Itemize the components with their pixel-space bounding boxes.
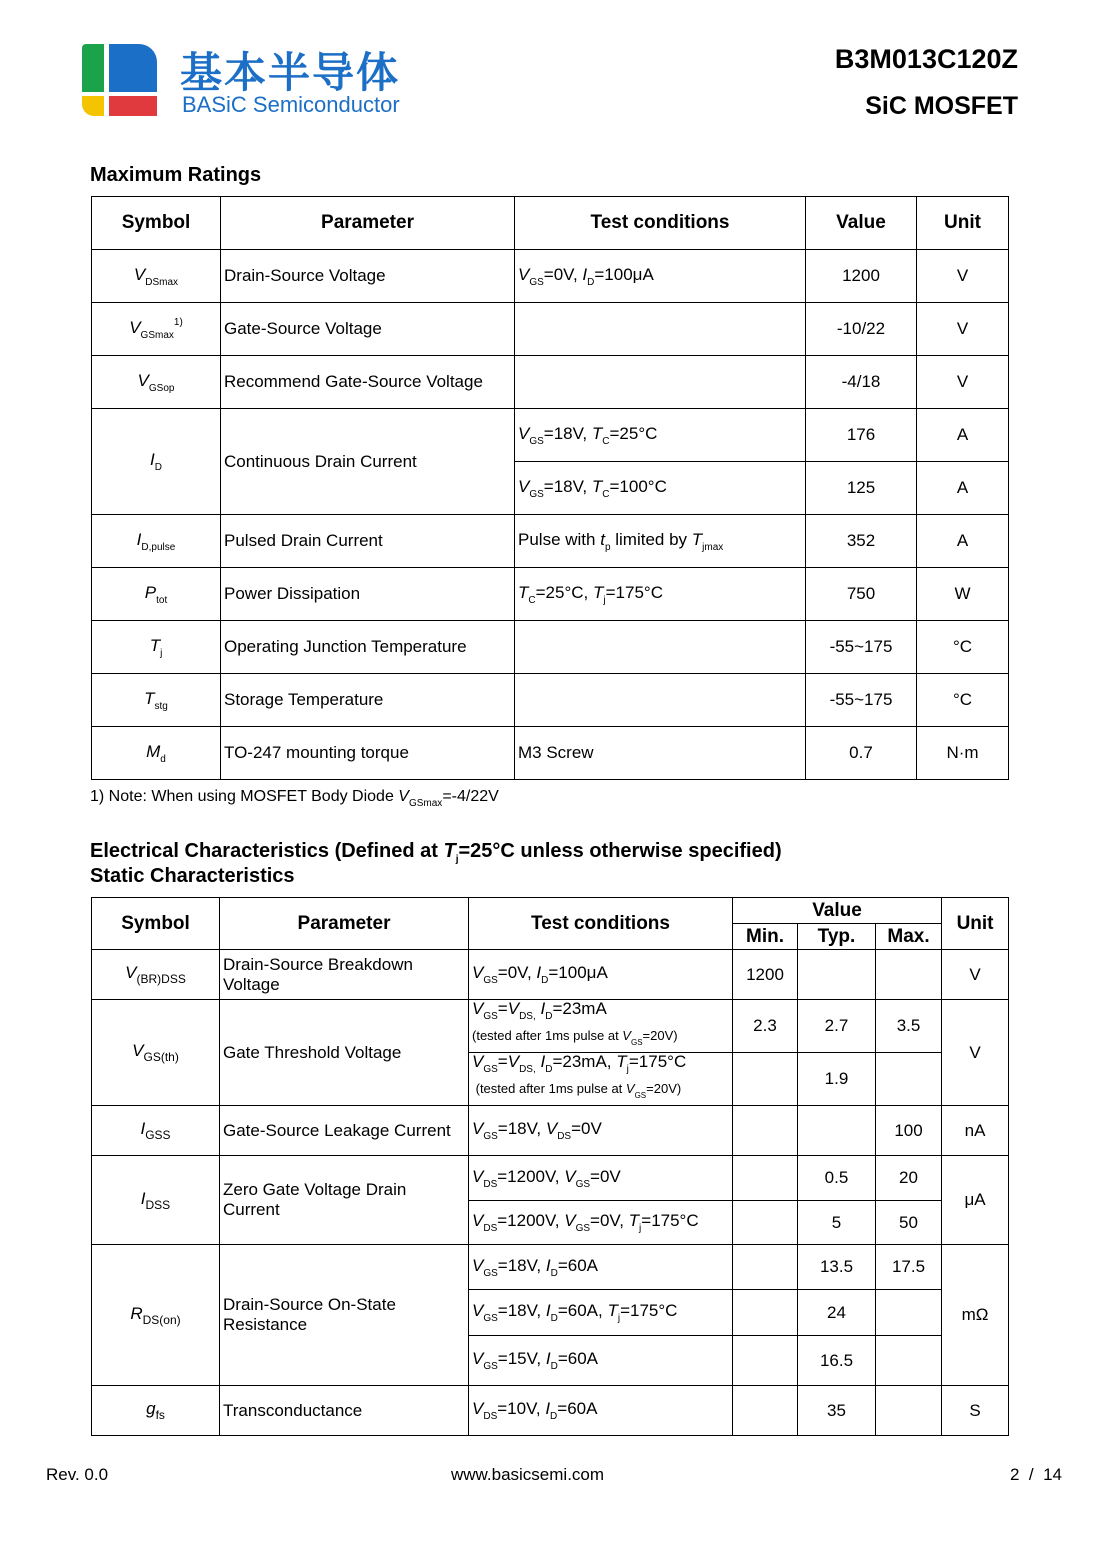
symbol: $V_{(BR)DSS}$ (92, 950, 220, 1000)
logo-green-block (82, 44, 104, 92)
max (876, 1386, 942, 1436)
test-condition: $V_{GS}=18V$, $V_{DS}=0V$ (469, 1106, 733, 1156)
symbol: $T_{stg}$ (92, 674, 221, 727)
page-number: 2 / 14 (1010, 1465, 1062, 1484)
header-typ: Typ. (798, 924, 876, 950)
symbol: $M_d$ (92, 727, 221, 780)
typ: 24 (798, 1290, 876, 1336)
table-row (92, 727, 1009, 780)
unit: nA (942, 1106, 1009, 1156)
min (733, 1386, 798, 1436)
parameter: Drain-Source Breakdown Voltage (220, 950, 469, 1000)
symbol: $g_{fs}$ (92, 1386, 220, 1436)
symbol: $I_D$ (92, 409, 221, 515)
value: -10/22 (806, 303, 917, 356)
max: 100 (876, 1106, 942, 1156)
min: 2.3 (733, 1000, 798, 1053)
header-min: Min. (733, 924, 798, 950)
max: 20 (876, 1156, 942, 1201)
symbol: $V_{GS(th)}$ (92, 1000, 220, 1106)
header-value: Value (733, 898, 942, 924)
max: 17.5 (876, 1245, 942, 1290)
elec-title-text: Electrical Characteristics (Defined at (90, 840, 438, 862)
test-condition: $V_{GS}=18V$, $T_C=25^\circ C$ (515, 409, 806, 462)
max (876, 950, 942, 1000)
static-characteristics-title: Static Characteristics (90, 865, 295, 887)
test-condition (515, 303, 806, 356)
value: -55~175 (806, 621, 917, 674)
typ: 1.9 (798, 1053, 876, 1106)
min (733, 1106, 798, 1156)
parameter: Transconductance (220, 1386, 469, 1436)
table-row (92, 568, 1009, 621)
typ (798, 1106, 876, 1156)
unit: N·m (917, 727, 1009, 780)
typ: 13.5 (798, 1245, 876, 1290)
brand-chinese-name: 基本半导体 (180, 48, 401, 97)
unit: V (917, 250, 1009, 303)
unit: A (917, 515, 1009, 568)
table-header-row (92, 197, 1009, 250)
revision: Rev. 0.0 (46, 1465, 109, 1484)
static-characteristics-table (91, 897, 1009, 1436)
table-row (92, 1245, 1009, 1290)
max-ratings-title: Maximum Ratings (90, 164, 262, 186)
min (733, 1245, 798, 1290)
parameter: Recommend Gate-Source Voltage (221, 356, 515, 409)
test-condition: $V_{GS}=18V$, $T_C=100^\circ C$ (515, 462, 806, 515)
min (733, 1053, 798, 1106)
table-row (92, 356, 1009, 409)
part-number: B3M013C120Z (834, 44, 1018, 74)
elec-title-end: =25°C unless otherwise specified) (458, 840, 782, 862)
typ: 16.5 (798, 1336, 876, 1386)
header-parameter: Parameter (221, 197, 515, 250)
test-condition: $V_{GS}=18V$, $I_D=60A$, $T_j=175^\circ C$ (469, 1290, 733, 1336)
parameter: Zero Gate Voltage Drain Current (220, 1156, 469, 1245)
table-row (92, 409, 1009, 462)
value: 125 (806, 462, 917, 515)
max: 3.5 (876, 1000, 942, 1053)
footnote: 1) Note: When using MOSFET Body Diode $V_{GSmax}=-4/22V$ (90, 788, 499, 809)
website-link[interactable]: www.basicsemi.com (451, 1465, 605, 1484)
symbol: $V_{DSmax}$ (92, 250, 221, 303)
test-condition: $V_{DS}=1200V$, $V_{GS}=0V$, $T_j=175^\circ C$ (469, 1201, 733, 1245)
symbol: $T_j$ (92, 621, 221, 674)
header-unit: Unit (942, 898, 1009, 950)
min (733, 1156, 798, 1201)
value: 0.7 (806, 727, 917, 780)
test-condition: $V_{GS}=0V$, $I_D=100\mu A$ (515, 250, 806, 303)
parameter: Operating Junction Temperature (221, 621, 515, 674)
unit: V (942, 950, 1009, 1000)
parameter: Drain-Source On-State Resistance (220, 1245, 469, 1386)
unit: W (917, 568, 1009, 621)
value: -55~175 (806, 674, 917, 727)
parameter: Gate-Source Voltage (221, 303, 515, 356)
table-row (92, 621, 1009, 674)
header-symbol: Symbol (92, 898, 220, 950)
min: 1200 (733, 950, 798, 1000)
header-value: Value (806, 197, 917, 250)
unit: V (917, 356, 1009, 409)
unit: μA (942, 1156, 1009, 1245)
test-condition: $V_{GS}=0V$, $I_D=100\mu A$ (469, 950, 733, 1000)
max (876, 1290, 942, 1336)
test-condition: $V_{DS}=1200V$, $V_{GS}=0V$ (469, 1156, 733, 1201)
unit: V (917, 303, 1009, 356)
table-row (92, 950, 1009, 1000)
table-row (92, 250, 1009, 303)
table-header-row (92, 898, 1009, 924)
header-test-conditions: Test conditions (515, 197, 806, 250)
unit: A (917, 409, 1009, 462)
typ: 0.5 (798, 1156, 876, 1201)
typ: 35 (798, 1386, 876, 1436)
parameter: Power Dissipation (221, 568, 515, 621)
table-row (92, 1386, 1009, 1436)
symbol: $I_{GSS}$ (92, 1106, 220, 1156)
header-max: Max. (876, 924, 942, 950)
max: 50 (876, 1201, 942, 1245)
header-parameter: Parameter (220, 898, 469, 950)
table-row (92, 303, 1009, 356)
max (876, 1053, 942, 1106)
parameter: Drain-Source Voltage (221, 250, 515, 303)
table-row (92, 1106, 1009, 1156)
table-row (92, 674, 1009, 727)
logo-yellow-block (82, 96, 104, 116)
table-row (92, 1156, 1009, 1201)
symbol: $I_{D,pulse}$ (92, 515, 221, 568)
min (733, 1290, 798, 1336)
unit: °C (917, 621, 1009, 674)
footnote-text: 1) Note: When using MOSFET Body Diode (90, 788, 394, 805)
value: 750 (806, 568, 917, 621)
table-row (92, 515, 1009, 568)
table-row (92, 1000, 1009, 1053)
logo-red-block (109, 96, 157, 116)
typ: 5 (798, 1201, 876, 1245)
test-condition: $V_{GS}=15V$, $I_D=60A$ (469, 1336, 733, 1386)
test-condition (515, 356, 806, 409)
test-condition (515, 621, 806, 674)
device-type: SiC MOSFET (865, 92, 1018, 120)
header-test-conditions: Test conditions (469, 898, 733, 950)
parameter: Pulsed Drain Current (221, 515, 515, 568)
min (733, 1336, 798, 1386)
test-condition: Pulse with $t_p$ limited by $T_{jmax}$ (515, 515, 806, 568)
symbol: $V_{GSop}$ (92, 356, 221, 409)
max-ratings-table (91, 196, 1009, 780)
value: 352 (806, 515, 917, 568)
symbol: $V_{GSmax}^{1)}$ (92, 303, 221, 356)
symbol: $I_{DSS}$ (92, 1156, 220, 1245)
test-condition: $T_C=25^\circ C$, $T_j=175^\circ C$ (515, 568, 806, 621)
unit: S (942, 1386, 1009, 1436)
typ (798, 950, 876, 1000)
test-condition: $V_{GS}=V_{DS,}$ $I_D=23mA$, $T_j=175^\circ C$ (tested after 1ms pulse at $V_{GS}=20V$) (469, 1053, 733, 1106)
unit: °C (917, 674, 1009, 727)
symbol: $P_{tot}$ (92, 568, 221, 621)
test-condition: $V_{GS}=18V$, $I_D=60A$ (469, 1245, 733, 1290)
parameter: Continuous Drain Current (221, 409, 515, 515)
value: 176 (806, 409, 917, 462)
unit: mΩ (942, 1245, 1009, 1386)
logo-blue-block (109, 44, 157, 92)
brand-english-name: BASiC Semiconductor (182, 92, 400, 117)
parameter: TO-247 mounting torque (221, 727, 515, 780)
max (876, 1336, 942, 1386)
typ: 2.7 (798, 1000, 876, 1053)
value: 1200 (806, 250, 917, 303)
test-condition: $V_{GS}=V_{DS,}$ $I_D=23mA$ (tested after 1ms pulse at $V_{GS}=20V$) (469, 1000, 733, 1053)
symbol: $R_{DS(on)}$ (92, 1245, 220, 1386)
test-condition: $V_{DS}=10V$, $I_D=60A$ (469, 1386, 733, 1436)
min (733, 1201, 798, 1245)
header-unit: Unit (917, 197, 1009, 250)
parameter: Storage Temperature (221, 674, 515, 727)
value: -4/18 (806, 356, 917, 409)
test-condition (515, 674, 806, 727)
unit: V (942, 1000, 1009, 1106)
header-symbol: Symbol (92, 197, 221, 250)
elec-title: Electrical Characteristics (Defined at $T_j=25^\circ C$ unless otherwise specified) (90, 840, 782, 865)
parameter: Gate-Source Leakage Current (220, 1106, 469, 1156)
test-condition: M3 Screw (515, 727, 806, 780)
parameter: Gate Threshold Voltage (220, 1000, 469, 1106)
unit: A (917, 462, 1009, 515)
